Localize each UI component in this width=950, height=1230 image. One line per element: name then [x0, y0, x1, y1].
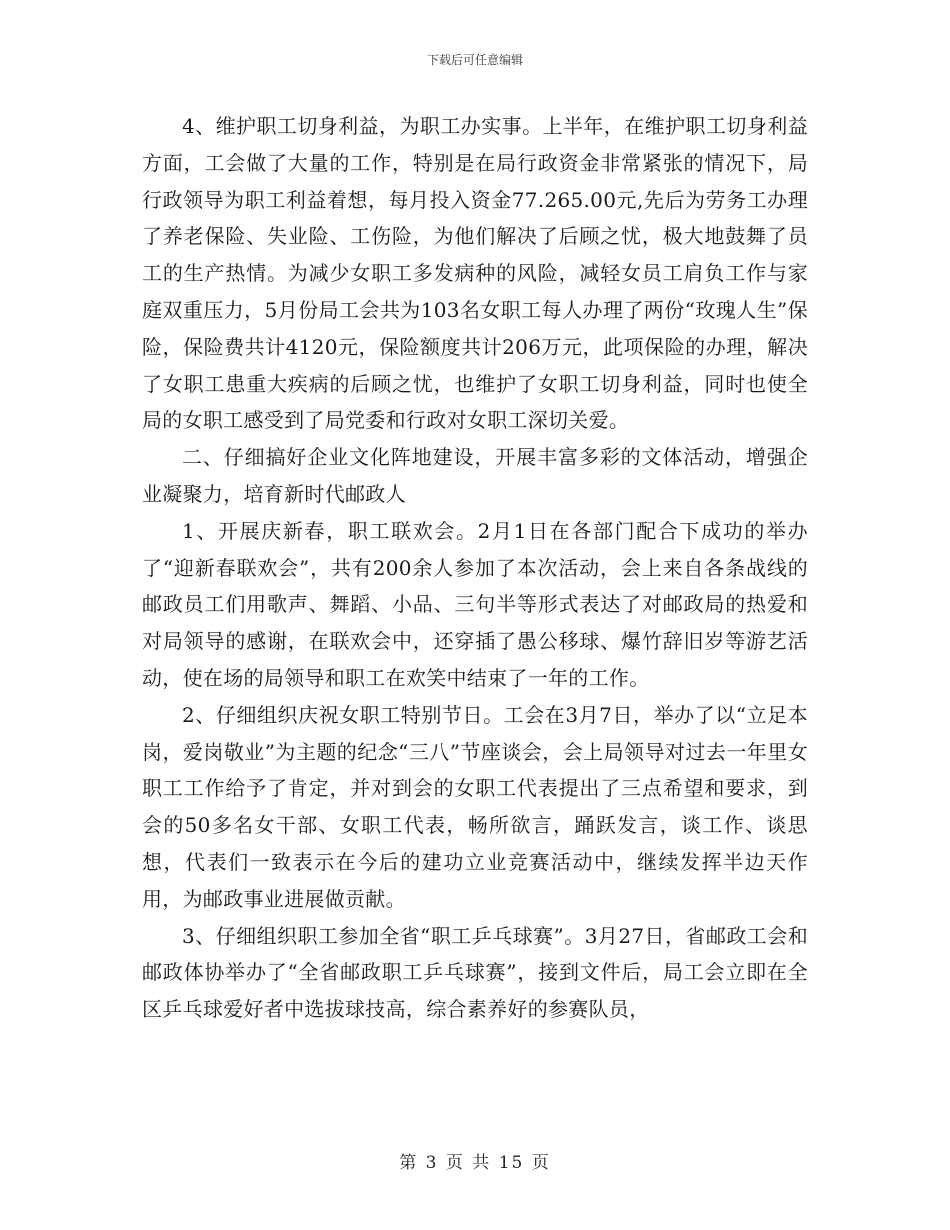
paragraph-item-3-table-tennis: 3、仔细组织职工参加全省“职工乒乓球赛”。3月27日，省邮政工会和邮政体协举办了“全省邮政职工乒乓球赛”，接到文件后，局工会立即在全区乒乓球爱好者中选拔球技高，综合素养好的参赛队员，	[142, 923, 808, 1022]
page-footer: 第 3 页 共 15 页	[399, 1153, 551, 1173]
page-header: 下载后可任意编辑	[426, 53, 523, 67]
paragraph-item-2-womens-day: 2、仔细组织庆祝女职工特别节日。工会在3月7日，举办了以“立足本岗，爱岗敬业”为主题的纪念“三八”节座谈会，会上局领导对过去一年里女职工工作给予了肯定，并对到会的女职工代表提出了三点希望和要求，到会的50多名女干部、女职工代表，畅所欲言，踊跃发言，谈工作、谈思想，代表们一致表示在今后的建功立业竞赛活动中，继续发挥半边天作用，为邮政事业进展做贡献。	[142, 702, 808, 911]
section-heading-culture: 二、仔细搞好企业文化阵地建设，开展丰富多彩的文体活动，增强企业凝聚力，培育新时代邮政人	[142, 445, 808, 506]
paragraph-item-1-spring-festival: 1、开展庆新春，职工联欢会。2月1日在各部门配合下成功的举办了“迎新春联欢会”，共有200余人参加了本次活动，会上来自各条战线的邮政员工们用歌声、舞蹈、小品、三句半等形式表达了对邮政局的热爱和对局领导的感谢，在联欢会中，还穿插了愚公移球、爆竹辞旧岁等游艺活动，使在场的局领导和职工在欢笑中结束了一年的工作。	[142, 518, 808, 690]
paragraph-item-4-benefits: 4、维护职工切身利益，为职工办实事。上半年，在维护职工切身利益方面，工会做了大量的工作，特别是在局行政资金非常紧张的情况下，局行政领导为职工利益着想，每月投入资金77.265.00元,先后为劳务工办理了养老保险、失业险、工伤险，为他们解决了后顾之忧，极大地鼓舞了员工的生产热情。为减少女职工多发病种的风险，减轻女员工肩负工作与家庭双重压力，5月份局工会共为103名女职工每人办理了两份“玫瑰人生”保险，保险费共计4120元，保险额度共计206万元，此项保险的办理，解决了女职工患重大疾病的后顾之忧，也维护了女职工切身利益，同时也使全局的女职工感受到了局党委和行政对女职工深切关爱。	[142, 114, 808, 433]
document-body	[142, 108, 808, 1028]
